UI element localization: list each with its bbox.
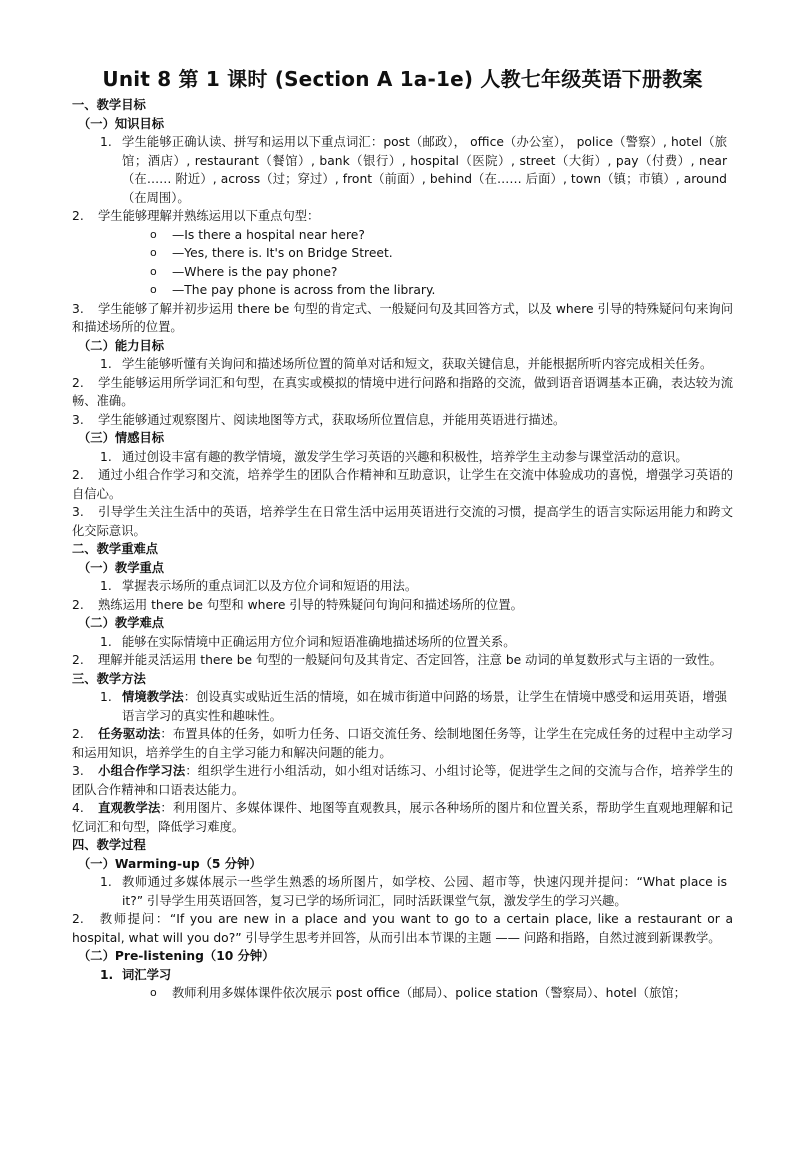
list-item: 3. 学生能够通过观察图片、阅读地图等方式，获取场所位置信息，并能用英语进行描述。 <box>72 412 566 427</box>
bullet-item: o —The pay phone is across from the library. <box>150 283 436 297</box>
bullet-item: o —Where is the pay phone? <box>150 264 338 279</box>
list-item: 2. 教师提问：“If you are new in a place and you want to go to a certain place, like a restaurant or a hospital, what will you do?” 引导学生思考并回答，从而引出本节课的主题 —— 问路和指路，自然过渡到新课教学。 <box>72 912 733 945</box>
list-item: 3. 学生能够了解并初步运用 there be 句型的肯定式、一般疑问句及其回答方式，以及 where 引导的特殊疑问句来询问和描述场所的位置。 <box>72 301 733 334</box>
bullet-item: o 教师利用多媒体课件依次展示 post office（邮局）、police station（警察局）、hotel（旅馆； <box>150 986 686 1000</box>
list-item: 1. 学生能够听懂有关询问和描述场所位置的简单对话和短文，获取关键信息，并能根据所听内容完成相关任务。 <box>100 357 713 371</box>
list-item: 1. 掌握表示场所的重点词汇以及方位介词和短语的用法。 <box>100 579 418 593</box>
subsection-heading: （三）情感目标 <box>78 431 165 445</box>
list-item: 2. 理解并能灵活运用 there be 句型的一般疑问句及其肯定、否定回答，注意 be 动词的单复数形式与主语的一致性。 <box>72 653 722 667</box>
list-item: 1. 词汇学习 <box>100 967 172 982</box>
list-item: 3. 引导学生关注生活中的英语，培养学生在日常生活中运用英语进行交流的习惯，提高学生的语言实际运用能力和跨文化交际意识。 <box>72 505 733 538</box>
section-heading: 一、教学目标 <box>72 98 146 112</box>
list-item: 2. 任务驱动法：布置具体的任务，如听力任务、口语交流任务、绘制地图任务等，让学生在完成任务的过程中主动学习和运用知识，培养学生的自主学习能力和解决问题的能力。 <box>72 727 733 760</box>
section-heading: 三、教学方法 <box>72 671 146 686</box>
list-item: 2. 熟练运用 there be 句型和 where 引导的特殊疑问句询问和描述场所的位置。 <box>72 597 523 612</box>
bullet-item: o —Is there a hospital near here? <box>150 227 365 242</box>
list-item: 1. 通过创设丰富有趣的教学情境，激发学生学习英语的兴趣和积极性，培养学生主动参与课堂活动的意识。 <box>100 449 688 464</box>
list-item: 1. 学生能够正确认读、拼写和运用以下重点词汇：post（邮政）， office（办公室）， police（警察）, hotel（旅馆；酒店）, restaurant（餐馆）, bank（银行）, hospital（医院）, street（大街）, pay（付费）, near（在…… 附近）, across（过；穿过）, front（前面）, behind（在…… 后面）, town（镇；市镇）, around（在周围）。 <box>100 135 727 205</box>
list-item: 4. 直观教学法：利用图片、多媒体课件、地图等直观教具，展示各种场所的图片和位置关系，帮助学生直观地理解和记忆词汇和句型，降低学习难度。 <box>72 801 733 834</box>
section-heading: 四、教学过程 <box>72 838 146 852</box>
list-item: 2. 通过小组合作学习和交流，培养学生的团队合作精神和互助意识，让学生在交流中体验成功的喜悦，增强学习英语的自信心。 <box>72 468 733 501</box>
bullet-item: o —Yes, there is. It's on Bridge Street. <box>150 246 393 260</box>
list-item: 1. 能够在实际情境中正确运用方位介词和短语准确地描述场所的位置关系。 <box>100 634 516 649</box>
list-item: 2. 学生能够运用所学词汇和句型，在真实或模拟的情境中进行问路和指路的交流，做到语音语调基本正确，表达较为流畅、准确。 <box>72 375 733 408</box>
list-item: 3. 小组合作学习法：组织学生进行小组活动，如小组对话练习、小组讨论等，促进学生之间的交流与合作，培养学生的团队合作精神和口语表达能力。 <box>72 764 733 797</box>
subsection-heading: （二）能力目标 <box>78 338 165 353</box>
list-item: 2. 学生能够理解并熟练运用以下重点句型： <box>72 209 320 223</box>
subsection-heading: （一）知识目标 <box>78 116 165 131</box>
subsection-heading: （一）教学重点 <box>78 560 165 575</box>
list-item: 1. 教师通过多媒体展示一些学生熟悉的场所图片，如学校、公园、超市等，快速闪现并提问：“What place is it?” 引导学生用英语回答，复习已学的场所词汇，同时活跃课堂气氛，激发学生的学习兴趣。 <box>100 875 727 908</box>
list-item: 1. 情境教学法：创设真实或贴近生活的情境，如在城市街道中问路的场景，让学生在情境中感受和运用英语，增强语言学习的真实性和趣味性。 <box>100 690 727 723</box>
subsection-heading: （一）Warming-up（5 分钟） <box>78 856 262 871</box>
section-heading: 二、教学重难点 <box>72 542 159 556</box>
subsection-heading: （二）Pre-listening（10 分钟） <box>78 949 275 963</box>
subsection-heading: （二）教学难点 <box>78 616 165 630</box>
document-title: Unit 8 第 1 课时 (Section A 1a-1e) 人教七年级英语下册教案 <box>102 67 703 91</box>
